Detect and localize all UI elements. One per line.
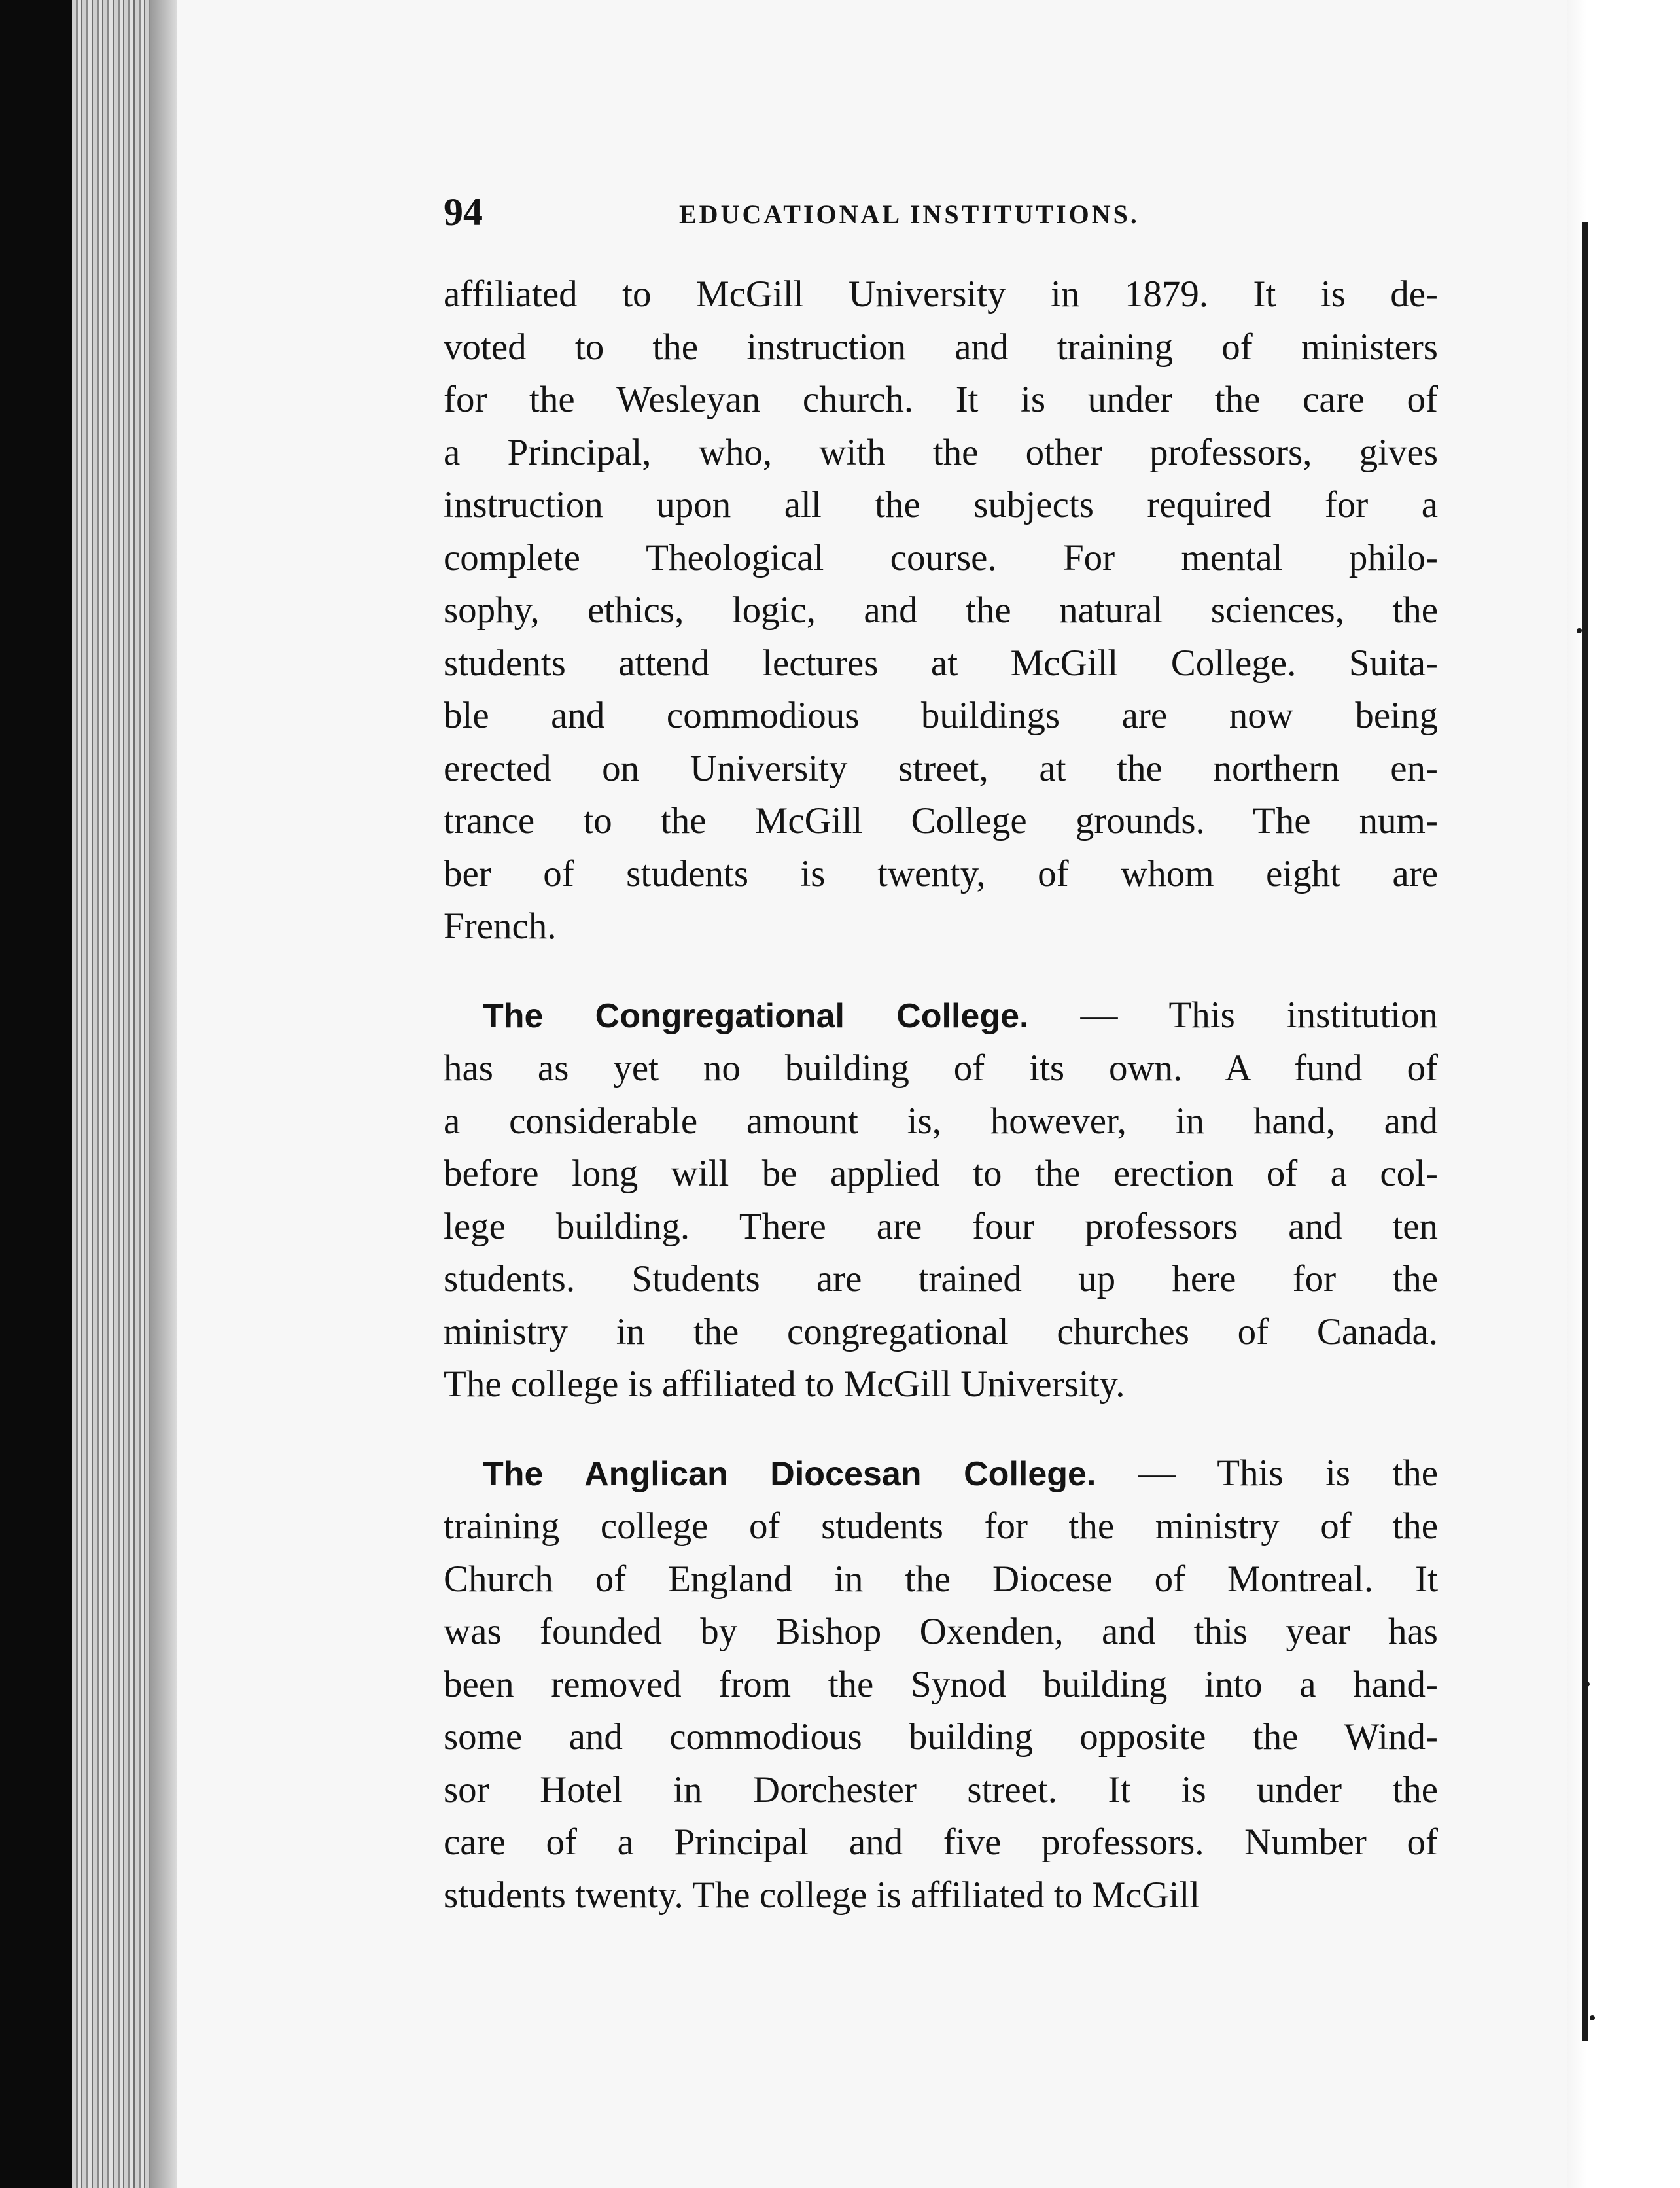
text-line: voted to the instruction and training of ministers: [444, 326, 1438, 368]
text-line: students. Students are trained up here for the: [444, 1258, 1438, 1299]
text-line: care of a Principal and five professors. Number of: [444, 1822, 1438, 1863]
body-text: [444, 268, 1438, 1922]
section-heading: The Congregational College.: [483, 997, 1029, 1035]
page-number: 94: [444, 190, 483, 234]
text-line: complete Theological course. For mental philo-: [444, 537, 1438, 578]
scan-artifact: [1577, 628, 1582, 633]
text-line: training college of students for the ministry of the: [444, 1506, 1438, 1547]
text-line: ber of students is twenty, of whom eight are: [444, 853, 1438, 894]
text-line: for the Wesleyan church. It is under the care of: [444, 379, 1438, 420]
text-line: was founded by Bishop Oxenden, and this year has: [444, 1611, 1438, 1652]
text-line: lege building. There are four professors and ten: [444, 1205, 1438, 1247]
paragraph-gap: [444, 1411, 1438, 1447]
text-line: sophy, ethics, logic, and the natural sciences, the: [444, 590, 1438, 631]
paragraph: [444, 989, 1438, 1411]
text-line: instruction upon all the subjects required for a: [444, 484, 1438, 525]
text-line: before long will be applied to the erection of a col-: [444, 1153, 1438, 1194]
text-line: French.: [444, 906, 557, 947]
running-title: EDUCATIONAL INSTITUTIONS.: [679, 200, 1140, 229]
text-line: been removed from the Synod building into a hand-: [444, 1663, 1438, 1705]
paragraph: [444, 1447, 1438, 1922]
text-line: a considerable amount is, however, in hand, and: [444, 1100, 1438, 1142]
page-header: [444, 190, 1438, 249]
text-line: students twenty. The college is affiliated to McGill: [444, 1874, 1200, 1916]
scan-artifact: [1584, 1682, 1590, 1687]
text-line: [444, 989, 1438, 1043]
text-line: ble and commodious buildings are now being: [444, 695, 1438, 736]
section-heading: The Anglican Diocesan College.: [483, 1455, 1096, 1493]
text-line: a Principal, who, with the other professors, gives: [444, 431, 1438, 473]
text-run: — This institution: [1080, 994, 1439, 1036]
text-line: erected on University street, at the northern en-: [444, 747, 1438, 789]
text-line: sor Hotel in Dorchester street. It is under the: [444, 1769, 1438, 1810]
text-line: [444, 1447, 1438, 1501]
text-line: students attend lectures at McGill College. Suita-: [444, 642, 1438, 684]
text-line: Church of England in the Diocese of Montreal. It: [444, 1558, 1438, 1600]
text-line: affiliated to McGill University in 1879. It is de-: [444, 274, 1438, 315]
text-line: The college is affiliated to McGill University.: [444, 1364, 1125, 1405]
text-line: has as yet no building of its own. A fund of: [444, 1048, 1438, 1089]
text-line: some and commodious building opposite the Wind-: [444, 1716, 1438, 1757]
gutter-binding-line: [1582, 222, 1588, 2041]
scan-artifact: [1590, 2015, 1595, 2020]
text-line: trance to the McGill College grounds. The num-: [444, 800, 1438, 841]
text-line: ministry in the congregational churches of Canada.: [444, 1311, 1438, 1352]
text-run: — This is the: [1138, 1452, 1439, 1494]
paragraph: [444, 268, 1438, 953]
paragraph-gap: [444, 953, 1438, 989]
